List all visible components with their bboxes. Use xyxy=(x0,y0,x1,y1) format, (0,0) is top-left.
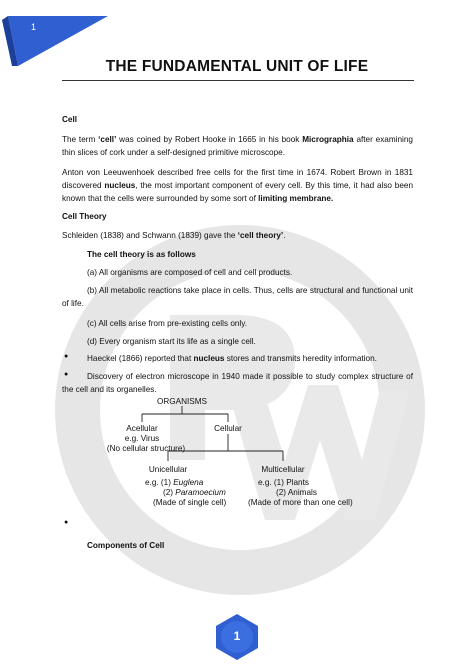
point-d: (d) Every organism start its life as a single cell. xyxy=(87,337,256,346)
tree-node-unicellular: Unicellular xyxy=(148,465,188,474)
paragraph-hooke: The term ‘cell’ was coined by Robert Hooke in 1665 in his book Micrographia after examining thin slices of cork under a self-designed primitive microscope. xyxy=(62,135,413,157)
cell-theory-heading: Cell Theory xyxy=(62,212,107,221)
footer-page-number: 1 xyxy=(233,629,241,643)
tree-acellular-example: e.g. Virus xyxy=(124,434,160,443)
tree-multicellular-note: (Made of more than one cell) xyxy=(248,498,353,507)
bullet-electron-microscope: Discovery of electron microscope in 1940 made it possible to study complex structure of the cell and its organelles. xyxy=(62,372,413,394)
corner-page-number: 1 xyxy=(31,22,37,32)
bullet-marker-empty: ● xyxy=(64,519,69,526)
tree-node-organisms: ORGANISMS xyxy=(156,397,208,406)
components-heading: Components of Cell xyxy=(87,541,165,550)
tree-unicellular-note: (Made of single cell) xyxy=(153,498,227,507)
tree-multicellular-example-1: e.g. (1) Plants xyxy=(258,478,309,487)
tree-node-multicellular: Multicellular xyxy=(261,465,305,474)
point-c: (c) All cells arise from pre-existing cells only. xyxy=(87,319,248,328)
tree-node-cellular: Cellular xyxy=(214,424,242,433)
tree-unicellular-example-1: e.g. (1) Euglena xyxy=(145,478,204,487)
tree-acellular-note: (No cellular structure) xyxy=(106,444,186,453)
tree-multicellular-example-2: (2) Animals xyxy=(276,488,317,497)
cell-theory-subheading: The cell theory is as follows xyxy=(87,250,196,259)
bullet-haeckel: Haeckel (1866) reported that nucleus stores and transmits heredity information. xyxy=(87,354,377,363)
point-b: (b) All metabolic reactions take place in cells. Thus, cells are structural and functional unit of life. xyxy=(62,286,413,308)
bullet-marker: ● xyxy=(64,353,69,360)
paragraph-schleiden: Schleiden (1838) and Schwann (1839) gave the ‘cell theory’. xyxy=(62,231,286,240)
page-title: THE FUNDAMENTAL UNIT OF LIFE xyxy=(105,58,369,75)
bullet-marker: ● xyxy=(64,371,69,378)
point-a: (a) All organisms are composed of cell and cell products. xyxy=(87,268,293,277)
cell-heading: Cell xyxy=(62,115,78,124)
tree-unicellular-example-2: (2) Paramoecium xyxy=(163,488,226,497)
paragraph-leeuwenhoek: Anton von Leeuwenhoek described free cells for the first time in 1674. Robert Brown in 1831 discovered nucleus, the most important component of every cell. By this time, it had also been known that the cells were surrounded by some sort of limiting membrane. xyxy=(62,168,413,203)
tree-node-acellular: Acellular xyxy=(126,424,158,433)
